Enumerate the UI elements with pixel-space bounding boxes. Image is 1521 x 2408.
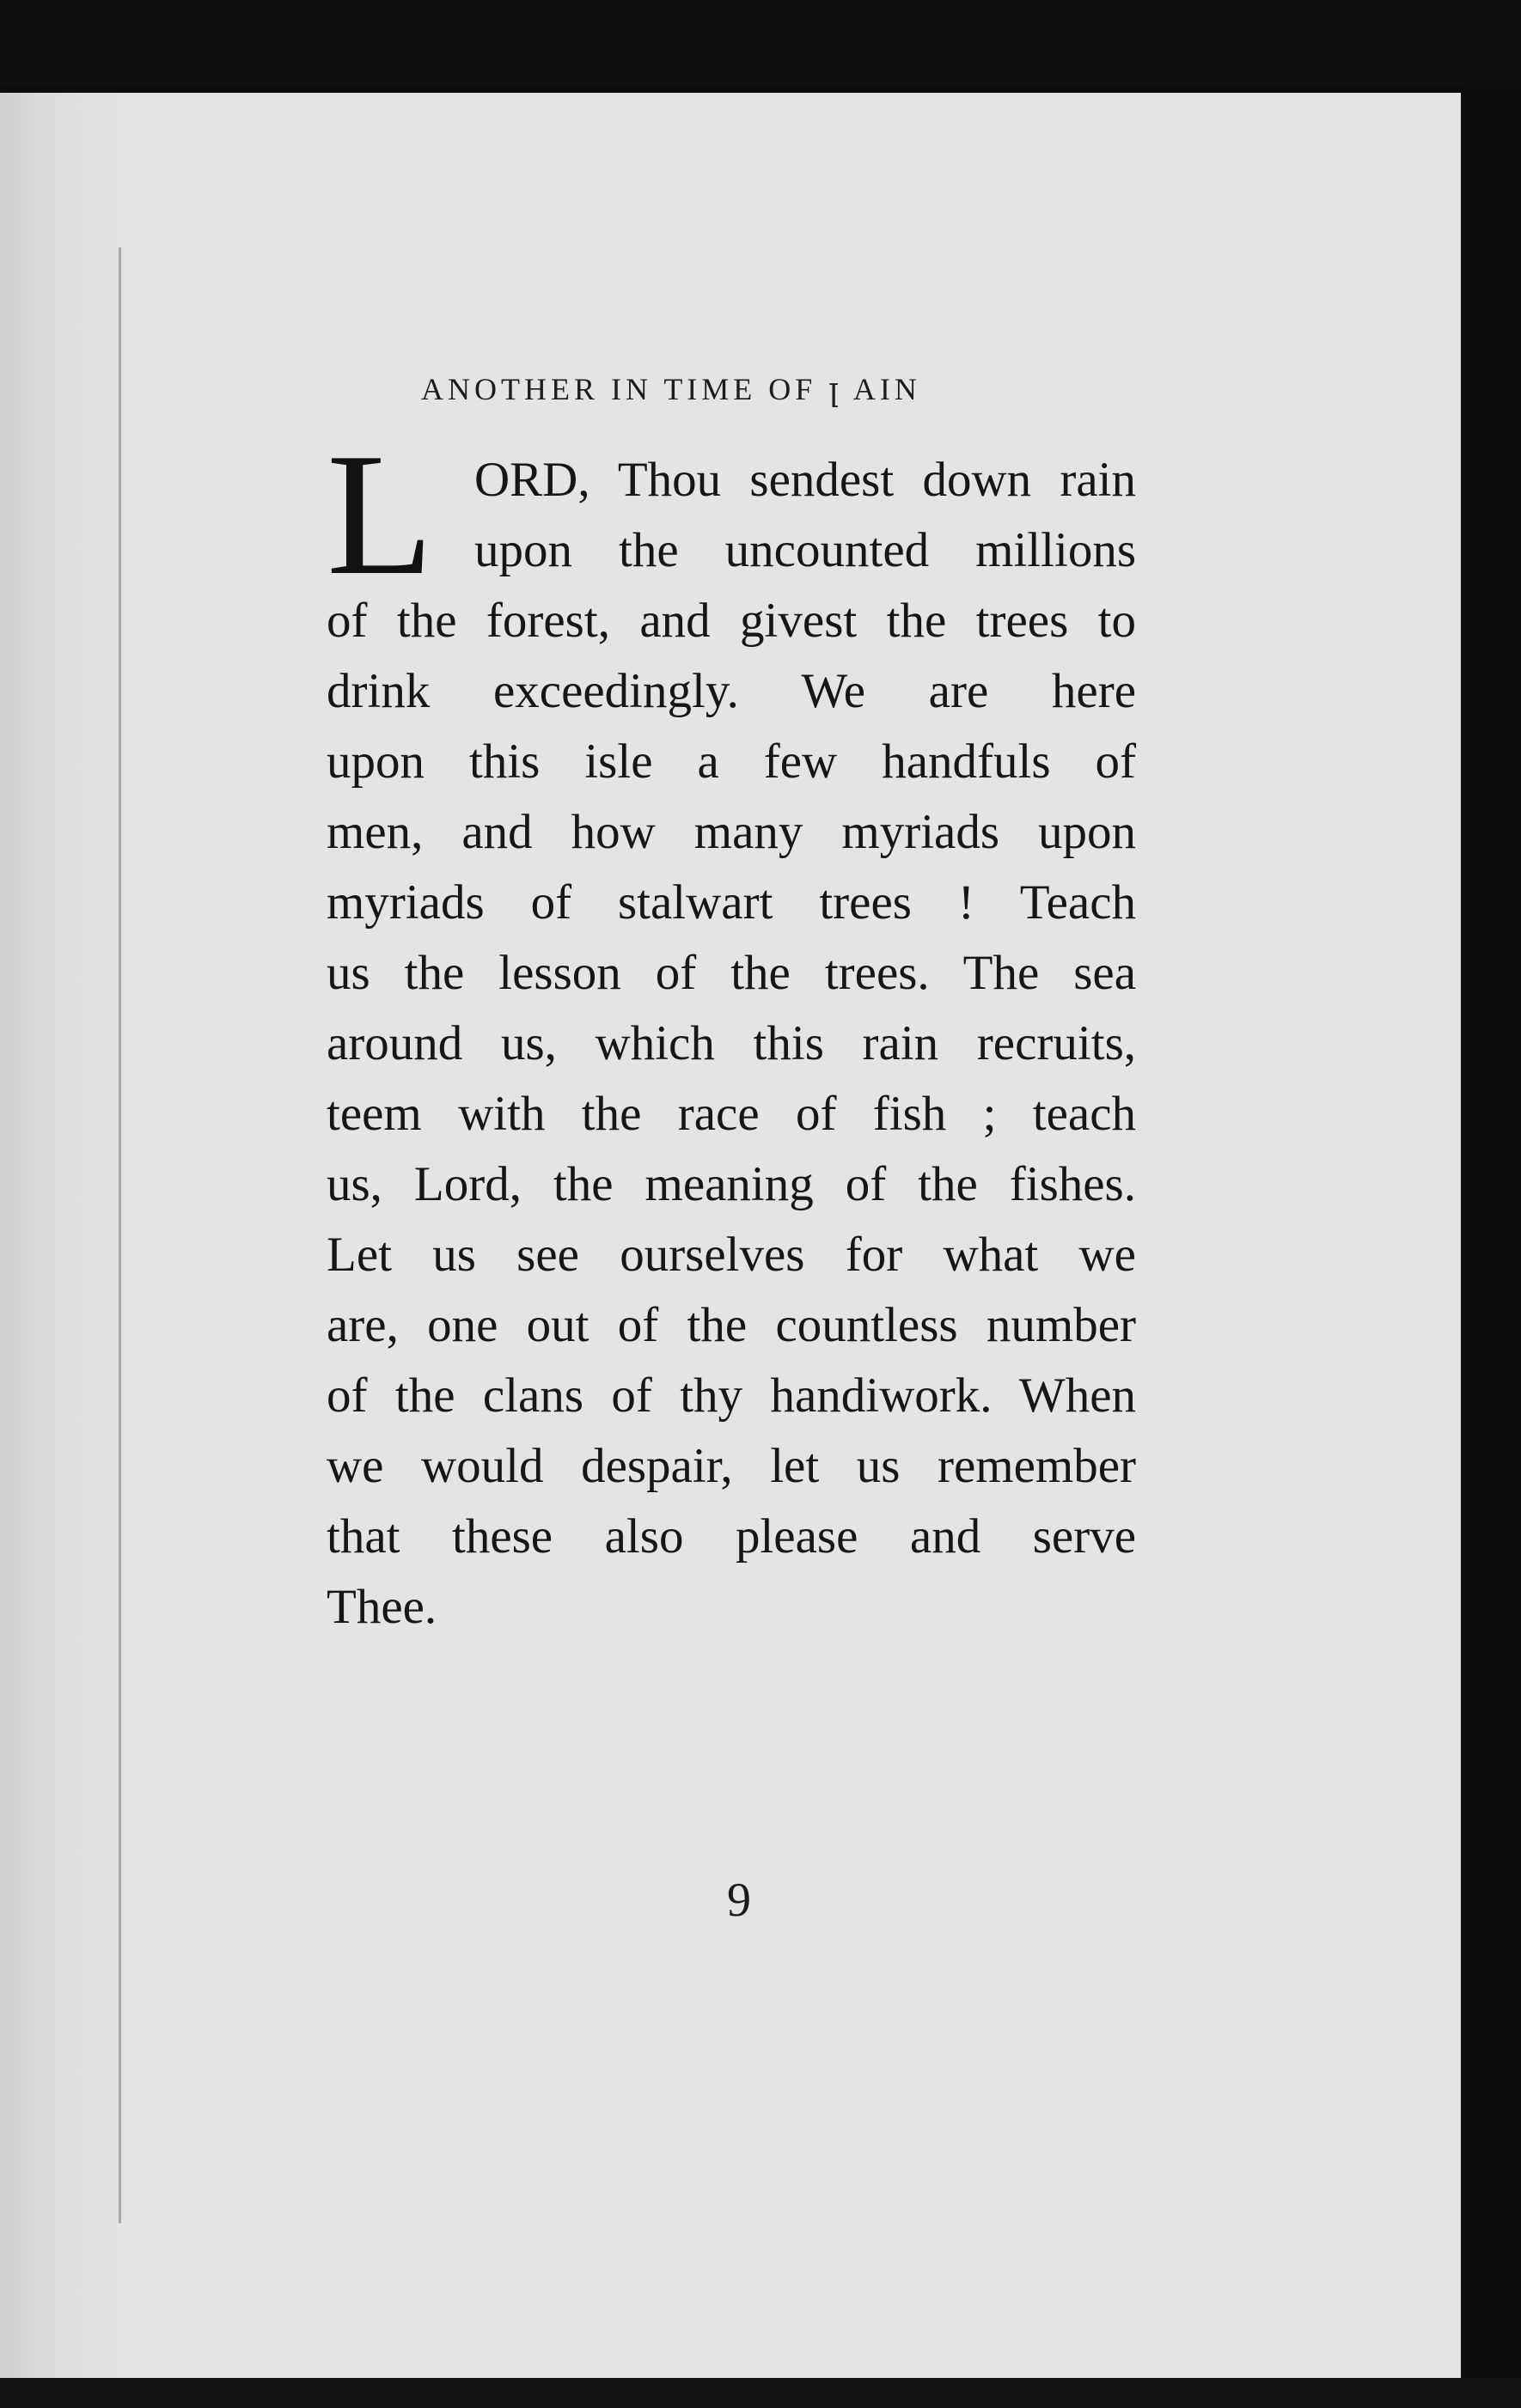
text-line: myriads of stalwart trees ! Teach <box>327 875 1136 930</box>
scan-border-top <box>0 0 1521 86</box>
text-line: upon this isle a few handfuls of <box>327 735 1136 789</box>
text-line: upon the uncounted millions <box>474 523 1136 577</box>
text-line: that these also please and serve <box>327 1509 1136 1564</box>
text-line: us, Lord, the meaning of the fishes. <box>327 1157 1136 1211</box>
text-line: drink exceedingly. We are here <box>327 664 1136 718</box>
text-line: of the clans of thy handiwork. When <box>327 1369 1136 1423</box>
text-line: Thee. <box>327 1580 437 1634</box>
spine-gutter-line <box>119 247 121 2223</box>
text-line: we would despair, let us remember <box>327 1439 1136 1493</box>
text-line: around us, which this rain recruits, <box>327 1016 1136 1070</box>
text-line: men, and how many myriads upon <box>327 805 1136 859</box>
spine-shadow <box>0 93 129 2378</box>
text-line: teem with the race of fish ; teach <box>327 1087 1136 1141</box>
scan-border-bottom <box>0 2378 1521 2408</box>
text-line: ORD, Thou sendest down rain <box>474 453 1136 507</box>
drop-cap: L <box>327 418 434 612</box>
text-line: are, one out of the countless number <box>327 1298 1136 1352</box>
text-line: Let us see ourselves for what we <box>327 1228 1136 1282</box>
running-head: ANOTHER IN TIME OF ꞁ AIN <box>421 372 921 406</box>
text-line: us the lesson of the trees. The sea <box>327 946 1136 1000</box>
scan-border-right <box>1461 86 1521 2408</box>
text-line: of the forest, and givest the trees to <box>327 594 1136 648</box>
prayer-text <box>327 418 1136 1643</box>
page-number: 9 <box>727 1874 751 1927</box>
